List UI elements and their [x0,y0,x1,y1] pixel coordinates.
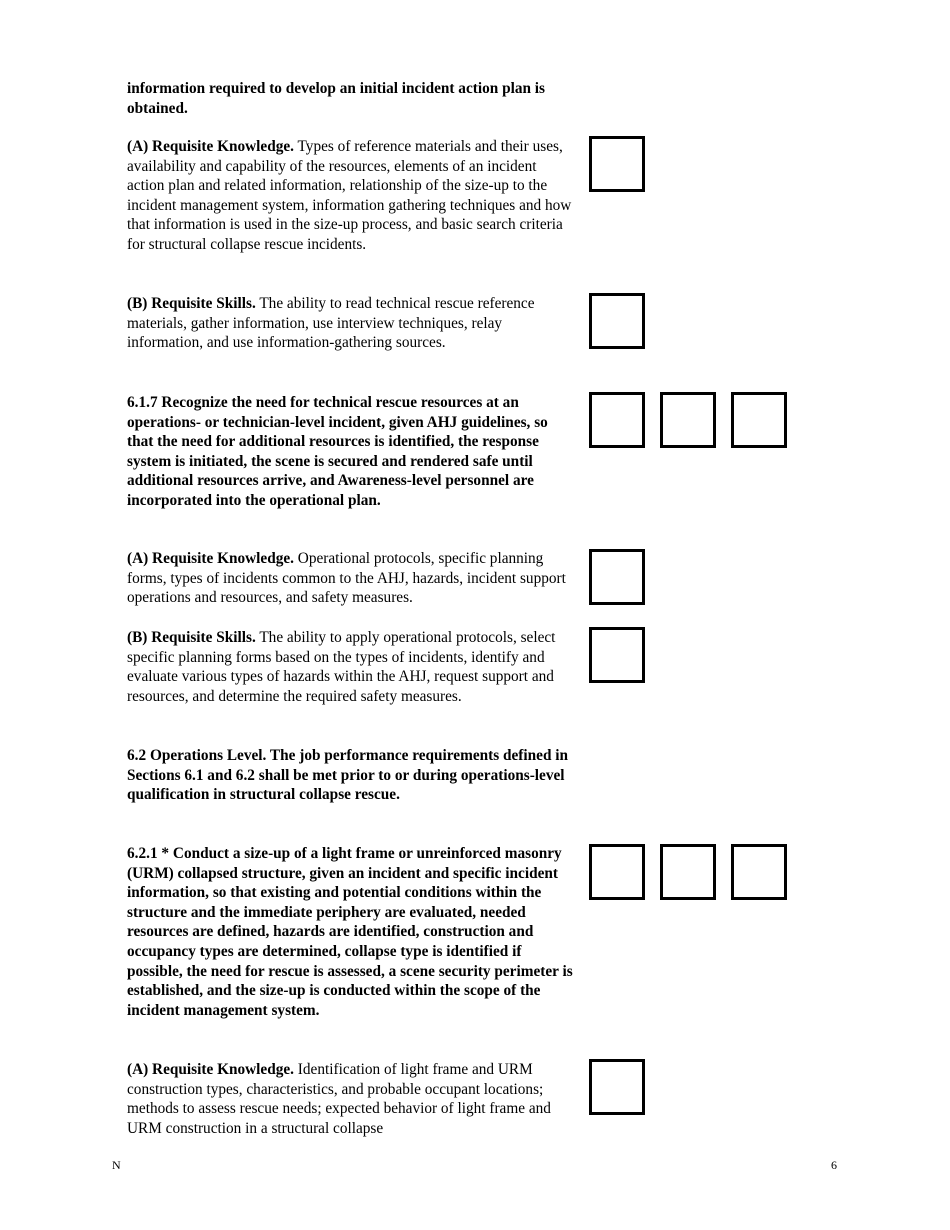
section-text: 6.2 Operations Level. The job performance requirements defined in Sections 6.1 and 6.2 shall be met prior to or during operations-level qualification in structural collapse rescue. [127,747,569,804]
checkbox-group [589,627,645,683]
checkbox[interactable] [731,844,787,900]
section-requisite-skills-2 [127,628,575,706]
checkbox[interactable] [660,392,716,448]
checkbox-group [589,549,645,605]
section-continuation [127,79,575,118]
section-requisite-knowledge-3 [127,1060,575,1138]
checkbox[interactable] [731,392,787,448]
section-label: (A) Requisite Knowledge. [127,1061,294,1078]
section-requisite-skills-1 [127,294,575,353]
checkbox-group [589,1059,645,1115]
checkbox[interactable] [589,549,645,605]
section-requisite-knowledge-1 [127,137,575,255]
section-text: Types of reference materials and their uses, availability and capability of the resources, elements of an incident action plan and related information, relationship of the size-up to the incident management system, information gathering techniques and how that information is used in the size-up process, and basic search criteria for structural collapse rescue incidents. [127,138,572,253]
section-label: (A) Requisite Knowledge. [127,550,294,567]
section-6-2-1 [127,844,575,1020]
checkbox[interactable] [589,136,645,192]
section-6-1-7 [127,393,575,511]
section-text: Operational protocols, specific planning forms, types of incidents common to the AHJ, hazards, incident support operations and resources, and safety measures. [127,550,566,607]
section-text: Identification of light frame and URM construction types, characteristics, and probable occupant locations; methods to assess rescue needs; expected behavior of light frame and URM construction in a structural collapse [127,1061,551,1137]
section-label: (B) Requisite Skills. [127,295,256,312]
section-requisite-knowledge-2 [127,549,575,608]
checkbox[interactable] [589,293,645,349]
checkbox[interactable] [589,844,645,900]
page-number: 6 [831,1158,837,1172]
section-6-2 [127,746,575,805]
section-text: 6.1.7 Recognize the need for technical rescue resources at an operations- or technician-level incident, given AHJ guidelines, so that the need for additional resources is identified, the response system is initiated, the scene is secured and rendered safe until additional resources arrive, and Awareness-level personnel are incorporated into the operational plan. [127,394,548,509]
checkbox[interactable] [589,392,645,448]
section-text: The ability to apply operational protocols, select specific planning forms based on the types of incidents, identify and evaluate various types of hazards within the AHJ, request support and resources, and determine the required safety measures. [127,629,556,705]
checkbox-group [589,293,645,349]
section-label: (B) Requisite Skills. [127,629,256,646]
checkbox[interactable] [589,627,645,683]
section-text: The ability to read technical rescue reference materials, gather information, use interview techniques, relay information, and use information-gathering sources. [127,295,535,352]
checkbox-group [589,136,645,192]
checkbox-group [589,844,787,900]
section-text: 6.2.1 * Conduct a size-up of a light frame or unreinforced masonry (URM) collapsed structure, given an incident and specific incident information, so that existing and potential conditions within the structure and the immediate periphery are evaluated, needed resources are defined, hazards are identified, construction and occupancy types are determined, collapse type is identified if possible, the need for rescue is assessed, a scene security perimeter is established, and the size-up is conducted within the scope of the incident management system. [127,845,573,1019]
checkbox[interactable] [589,1059,645,1115]
footer-left: N [112,1158,121,1172]
checkbox-group [589,392,787,448]
section-text: information required to develop an initial incident action plan is obtained. [127,80,546,117]
section-label: (A) Requisite Knowledge. [127,138,294,155]
checkbox[interactable] [660,844,716,900]
